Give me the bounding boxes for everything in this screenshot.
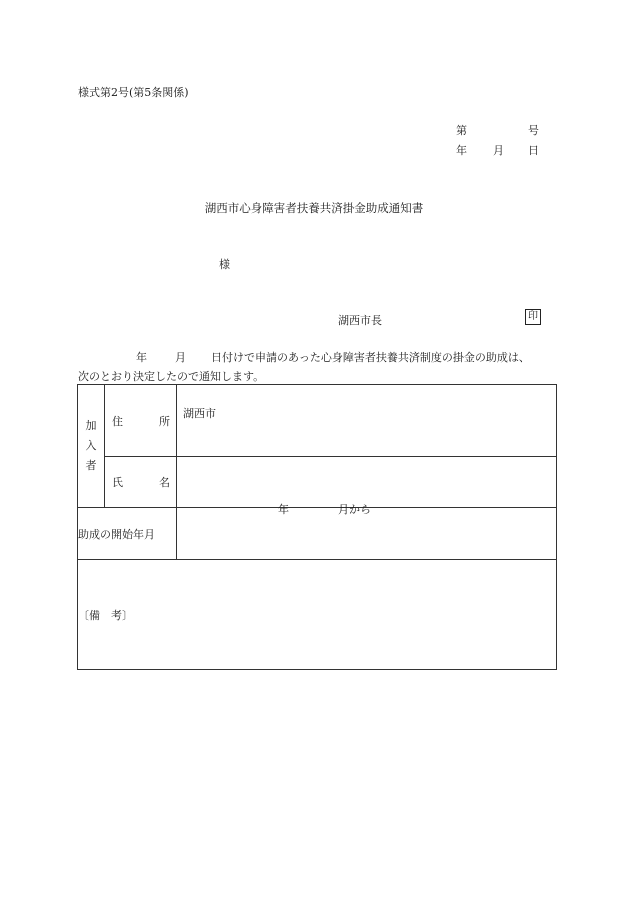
body-year-label: 年 [136,351,147,364]
start-row [78,508,557,560]
member-char-1: 加 [85,419,97,432]
date-month-label: 月 [493,144,504,157]
start-date-value[interactable] [177,503,557,560]
address-value[interactable]: 湖西市 [177,385,557,457]
name-row [78,457,557,508]
body-text-line-2: 次のとおり決定したので通知します。 [78,370,265,383]
start-year-label: 年 [278,503,289,516]
member-char-2: 入 [85,439,97,452]
seal-stamp: 印 [525,309,541,325]
document-number-suffix: 号 [528,124,539,137]
date-year-label: 年 [456,144,467,157]
name-label [105,474,176,490]
body-sentence: 日付けで申請のあった心身障害者扶養共済制度の掛金の助成は、 [211,351,530,364]
member-char-3: 者 [85,459,97,472]
name-value[interactable] [177,457,557,508]
member-label-cell [78,385,105,508]
issuer-name: 湖西市長 [338,314,382,327]
address-label-cell [105,385,177,457]
start-month-label: 月から [338,503,371,516]
notes-row [78,560,557,670]
address-label-char-1: 住 [112,414,123,428]
body-month-label: 月 [175,351,186,364]
form-number: 様式第2号(第5条関係) [78,86,189,99]
document-title [0,200,630,216]
date-day-label: 日 [528,144,539,157]
notes-label: 〔備 考〕 [78,608,133,622]
name-label-char-1: 氏 [112,476,123,489]
name-label-char-2: 名 [159,476,170,489]
address-row [78,385,557,457]
address-label [105,413,176,429]
name-label-cell [105,457,177,508]
document-number-prefix: 第 [456,124,467,137]
body-text-line-1 [78,349,530,365]
document-title-text: 湖西市心身障害者扶養共済掛金助成通知書 [204,201,424,215]
notification-table [77,384,557,670]
notes-cell[interactable] [78,560,557,670]
addressee-honorific: 様 [219,258,230,271]
address-label-char-2: 所 [159,414,170,428]
start-date-label: 助成の開始年月 [78,508,177,560]
